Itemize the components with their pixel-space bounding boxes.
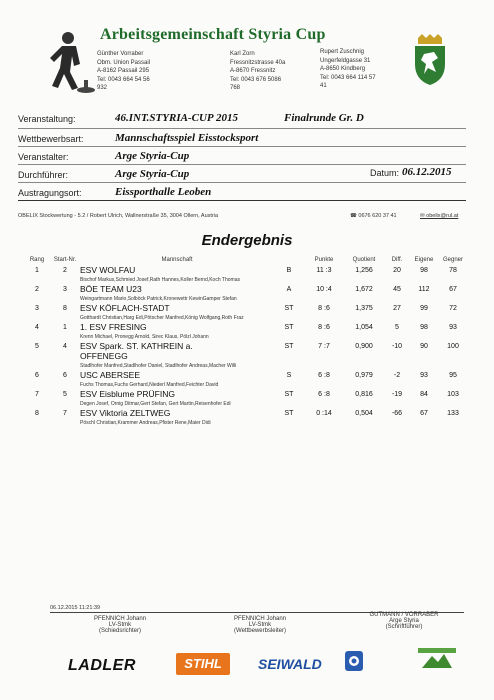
- date-label: Datum:: [370, 168, 400, 178]
- venue-value: Eissporthalle Leoben: [115, 186, 212, 198]
- organizer-label: Veranstalter:: [18, 152, 69, 162]
- col-diff: Diff.: [391, 257, 403, 263]
- table-row: 1 2 ESV WOLFAU B 11 :3 1,256 20 98 78: [35, 265, 457, 275]
- badge-logo: [344, 650, 364, 672]
- col-punkte: Punkte: [314, 257, 334, 263]
- event-value: 46.INT.STYRIA-CUP 2015: [115, 112, 238, 124]
- results-table: [24, 255, 468, 427]
- divider: [18, 200, 466, 201]
- player-row: Fuchs Thomas,Fuchs Gerhard,Niederl Manfred,Feichter David: [80, 381, 219, 388]
- signature-director: PFENNICH Johann LV-Stmk (Wettbewerbsleiter): [233, 616, 287, 634]
- player-row: Pöschl Christian,Krammer Andreas,Pfister Rene,Maier Didi: [80, 419, 211, 426]
- green-logo: [418, 648, 456, 670]
- email-link[interactable]: ✉ obelix@rul.at: [420, 213, 459, 219]
- col-gegner: Gegner: [442, 257, 463, 263]
- organizer-value: Arge Styria-Cup: [115, 150, 190, 162]
- table-row: 8 7 ESV Viktoria ZELTWEG ST 0 :14 0,504 -66 67 133: [35, 408, 459, 418]
- phone: ☎ 0676 620 37 41: [350, 213, 397, 219]
- event-label: Veranstaltung:: [18, 114, 76, 124]
- table-row-continued: OFFENEGG: [80, 351, 128, 361]
- event-round: Finalrunde Gr. D: [284, 112, 364, 124]
- player-row: Weingartmann Mario,Solböck Patrick,Kronewettr KewinGamper Stefan: [80, 295, 237, 302]
- player-row: Bischof Markus,Schmied Josef,Rath Hannes,Koller Bernd,Koch Thomas: [80, 276, 240, 283]
- col-eigene: Eigene: [414, 257, 434, 263]
- contact-1: Günther Vorraber Obm. Union Passail A-8162 Passail 295 Tel: 0043 664 54 56 932: [97, 51, 151, 91]
- executor-label: Durchführer:: [18, 170, 69, 180]
- col-startnr: Start-Nr.: [53, 257, 77, 263]
- timestamp: 06.12.2015 11:21:39: [50, 605, 101, 611]
- venue-label: Austragungsort:: [18, 188, 82, 198]
- contact-2: Karl Zorn Fressnitzstrasse 40a A-8670 Fressnitz Tel: 0043 676 5086 768: [230, 51, 286, 91]
- signature-referee: PFENNICH Johann LV-Stmk (Schiedsrichter): [93, 616, 147, 634]
- ladler-logo: LADLER: [68, 657, 136, 674]
- table-row: 2 3 BÖE TEAM U23 A 10 :4 1,672 45 112 67: [35, 284, 457, 294]
- divider: [18, 128, 466, 129]
- result-title: Endergebnis: [201, 232, 293, 249]
- table-header: [24, 255, 468, 265]
- table-row: 6 6 USC ABERSEE S 6 :8 0,979 -2 93 95: [35, 370, 457, 380]
- executor-value: Arge Styria-Cup: [115, 168, 190, 180]
- competition-value: Mannschaftsspiel Eisstocksport: [115, 132, 259, 144]
- table-row: 4 1 1. ESV FRESING ST 8 :6 1,054 5 98 93: [35, 322, 457, 332]
- contact-3: Rupert Zuschnig Ungerfeldgasse 31 A-8650 Kindberg Tel: 0043 664 114 57 41: [320, 49, 376, 89]
- col-quotient: Quotient: [352, 257, 376, 263]
- signature-secretary: GUTMANN / VORRABER Arge Styria (Schriftführer): [369, 612, 439, 630]
- curler-logo: [40, 28, 100, 94]
- player-row: Stadlhofer Manfred,Stadlhofer Daniel, Stadlhofer Andreas,Macher Willi: [80, 362, 237, 369]
- date-value: 06.12.2015: [402, 166, 452, 178]
- seiwald-logo: SEIWALD: [258, 656, 322, 672]
- col-rang: Rang: [29, 257, 45, 263]
- header-title: Arbeitsgemeinschaft Styria Cup: [100, 26, 326, 43]
- divider: [18, 164, 466, 165]
- software-line: OBELIX Stockwertung - 5.2 / Robert Ulrich, Wallnerstraße 35, 3004 Ollern, Austria: [18, 213, 219, 219]
- styria-crest-icon: [412, 34, 448, 86]
- col-team: Mannschaft: [161, 257, 193, 263]
- divider: [18, 182, 466, 183]
- competition-label: Wettbewerbsart:: [18, 134, 84, 144]
- table-row: 5 4 ESV Spark. ST. KATHREIN a. ST 7 :7 0,900 -10 90 100: [35, 341, 459, 351]
- player-row: Degen Josef, Ornig Ditmar,Gert Stefan, Gert Martin,Reisenhofer Edi: [80, 400, 231, 407]
- player-row: Gotthardt Christian,Harg Edi,Pötscher Manfred,König Wolfgang,Roth Fraz: [80, 314, 244, 321]
- table-row: 7 5 ESV Eisblume PRÜFING ST 6 :8 0,816 -19 84 103: [35, 389, 459, 399]
- divider: [18, 146, 466, 147]
- player-row: Krenn Michael, Pronegg Arnold, Sirec Klaus, Pölzl Johann: [80, 333, 209, 340]
- stihl-logo: STIHL: [176, 653, 230, 675]
- table-row: 3 8 ESV KÖFLACH-STADT ST 8 :6 1,375 27 99 72: [35, 303, 457, 313]
